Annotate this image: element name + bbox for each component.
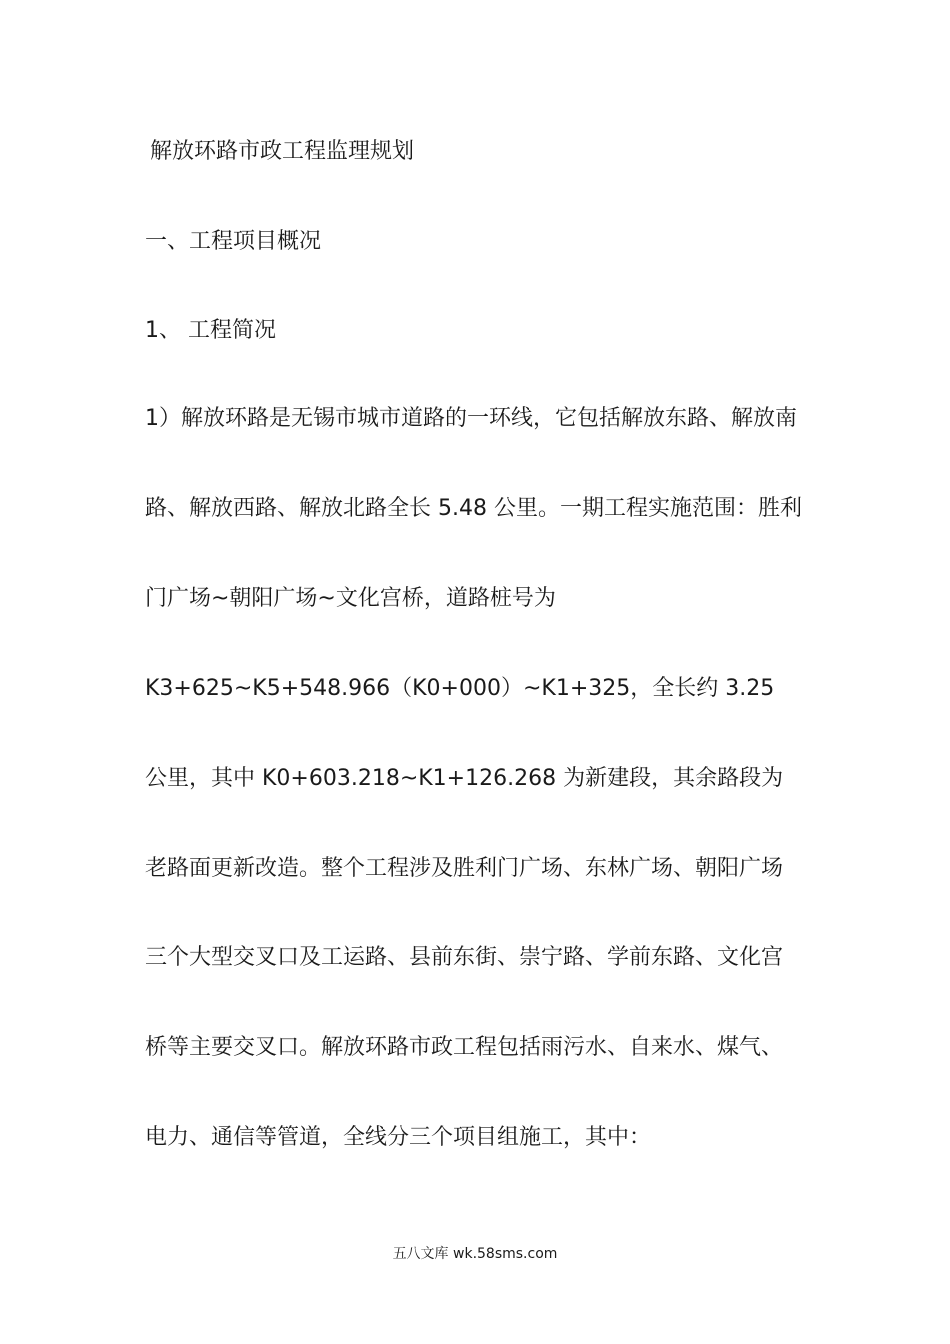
document-title: 解放环路市政工程监理规划 xyxy=(150,139,415,164)
paragraph-line: 门广场~朝阳广场~文化宫桥，道路桩号为 xyxy=(145,586,556,611)
paragraph-line: K3+625~K5+548.966（K0+000）~K1+325，全长约 3.25 xyxy=(145,676,775,701)
section-heading: 一、工程项目概况 xyxy=(145,229,322,254)
paragraph-line: 桥等主要交叉口。解放环路市政工程包括雨污水、自来水、煤气、 xyxy=(145,1035,784,1060)
paragraph-line: 公里，其中 K0+603.218~K1+126.268 为新建段，其余路段为 xyxy=(145,766,784,791)
paragraph-line: 老路面更新改造。整个工程涉及胜利门广场、东林广场、朝阳广场 xyxy=(145,856,784,881)
paragraph-line: 1）解放环路是无锡市城市道路的一环线，它包括解放东路、解放南 xyxy=(145,406,797,431)
subsection-heading: 1、 工程简况 xyxy=(145,318,276,343)
footer-watermark: 五八文库 wk.58sms.com xyxy=(392,1246,558,1262)
paragraph-line: 电力、通信等管道，全线分三个项目组施工，其中： xyxy=(145,1125,652,1150)
paragraph-line: 三个大型交叉口及工运路、县前东街、崇宁路、学前东路、文化宫 xyxy=(145,945,784,970)
paragraph-line: 路、解放西路、解放北路全长 5.48 公里。一期工程实施范围：胜利 xyxy=(145,496,802,521)
